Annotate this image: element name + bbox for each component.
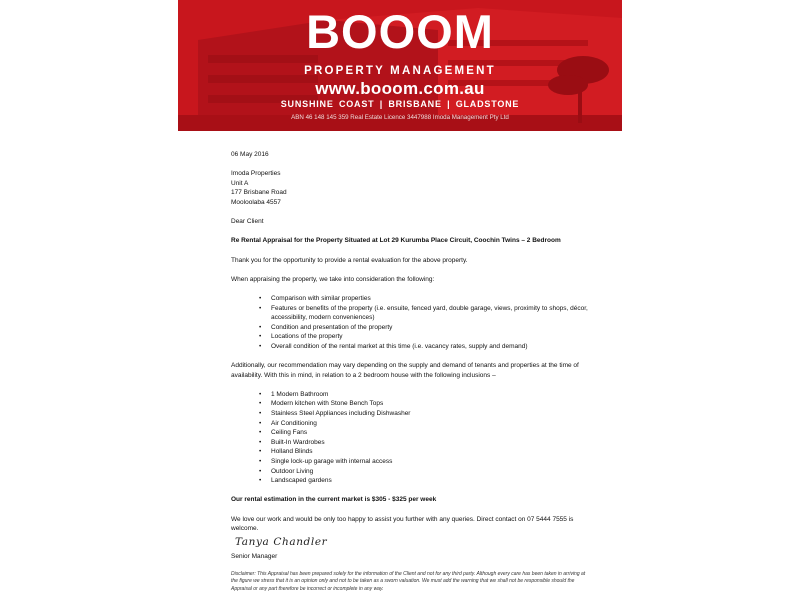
letter-body xyxy=(231,150,591,593)
list-item: • Outdoor Living xyxy=(271,467,591,477)
list-item: • Air Conditioning xyxy=(271,419,591,429)
rental-estimate: Our rental estimation in the current market is $305 - $325 per week xyxy=(231,496,437,504)
considerations-intro: When appraising the property, we take into consideration the following: xyxy=(231,275,435,283)
list-item: • Stainless Steel Appliances including Dishwasher xyxy=(271,409,591,419)
list-item: • Ceiling Fans xyxy=(271,428,591,438)
letter-subject: Re Rental Appraisal for the Property Situated at Lot 29 Kurumba Place Circuit, Coochin Twins – 2 Bedroom xyxy=(231,237,561,245)
brand-tagline: PROPERTY MANAGEMENT xyxy=(304,65,496,77)
intro-paragraph: Thank you for the opportunity to provide a rental evaluation for the above property. xyxy=(231,256,468,264)
brand-logo: BOOOM xyxy=(306,5,494,58)
abn-licence: ABN 46 148 145 359 Real Estate Licence 3447988 Imoda Management Pty Ltd xyxy=(291,114,509,121)
list-item: • Features or benefits of the property (i.e. ensuite, fenced yard, double garage, views, proximity to shops, décor, accessibility, modern conveniences) xyxy=(271,304,591,323)
handwritten-signature: Tanya Chandler xyxy=(235,535,328,548)
list-item: • Modern kitchen with Stone Bench Tops xyxy=(271,399,591,409)
list-item: • Condition and presentation of the property xyxy=(271,323,591,333)
inclusions-list xyxy=(231,390,591,486)
considerations-list xyxy=(231,294,591,352)
letter-date: 06 May 2016 xyxy=(231,151,269,158)
recipient-address xyxy=(231,169,591,207)
address-line: Mooloolaba 4557 xyxy=(231,198,281,206)
list-item: • Holland Blinds xyxy=(271,447,591,457)
closing-paragraph: We love our work and would be only too happy to assist you further with any queries. Direct contact on 07 5444 7555 is welcome. xyxy=(231,515,574,533)
list-item: • Landscaped gardens xyxy=(271,476,591,486)
list-item: • Built-In Wardrobes xyxy=(271,438,591,448)
letterhead-banner xyxy=(178,0,622,131)
signatory-role: Senior Manager xyxy=(231,552,278,560)
disclaimer: Disclaimer: This Appraisal has been prepared solely for the information of the Client and not for any third party. Although every care has been taken in arriving at the figure we stress that it is an opinion only and not to be taken as a sworn valuation. We must add the warning that we shall not be responsible should the Appraisal or any part therefore be incorrect or incomplete in any way. xyxy=(231,570,586,592)
list-item: • Locations of the property xyxy=(271,332,591,342)
address-line: Imoda Properties xyxy=(231,170,281,178)
brand-url: www.booom.com.au xyxy=(315,79,485,98)
address-line: Unit A xyxy=(231,179,249,187)
list-item: • Overall condition of the rental market at this time (i.e. vacancy rates, supply and demand) xyxy=(271,342,591,352)
salutation: Dear Client xyxy=(231,218,264,226)
additional-paragraph: Additionally, our recommendation may vary depending on the supply and demand of tenants and properties at the time of availability. With this in mind, in relation to a 2 bedroom house with the following inclusions – xyxy=(231,362,579,379)
list-item: • Single lock-up garage with internal access xyxy=(271,457,591,467)
list-item: • Comparison with similar properties xyxy=(271,294,591,304)
address-line: 177 Brisbane Road xyxy=(231,189,287,197)
list-item: • 1 Modern Bathroom xyxy=(271,390,591,400)
office-locations: SUNSHINE COAST | BRISBANE | GLADSTONE xyxy=(280,99,520,109)
